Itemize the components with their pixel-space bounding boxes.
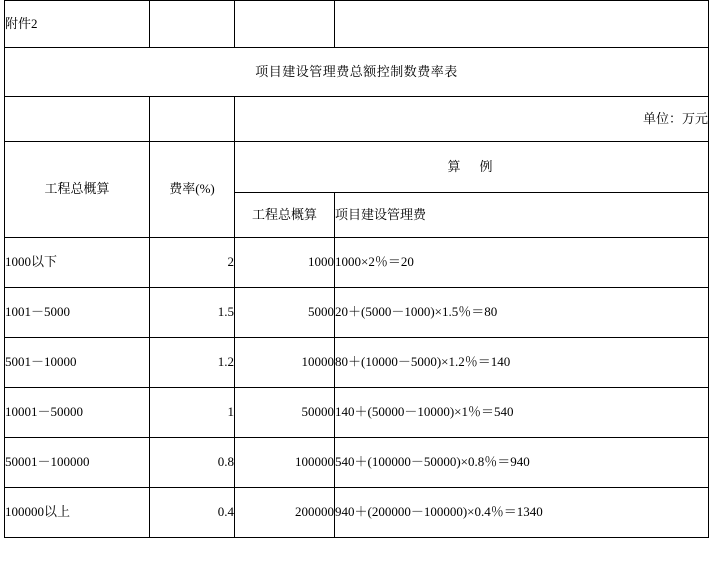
row-rate: 1.2 <box>150 338 235 388</box>
row-range: 50001－100000 <box>5 438 150 488</box>
row-rate: 1.5 <box>150 288 235 338</box>
document-title: 项目建设管理费总额控制数费率表 <box>5 48 709 97</box>
attachment-row <box>5 1 709 48</box>
header-total-budget: 工程总概算 <box>5 142 150 238</box>
header-example-group: 算 例 <box>235 142 709 193</box>
unit-note: 单位：万元 <box>235 97 709 142</box>
row-range: 10001－50000 <box>5 388 150 438</box>
row-example-fee: 1000×2％＝20 <box>335 238 709 288</box>
row-example-total: 50000 <box>235 388 335 438</box>
table-row <box>5 438 709 488</box>
table-row <box>5 488 709 538</box>
table-row <box>5 338 709 388</box>
row-range: 5001－10000 <box>5 338 150 388</box>
row-example-total: 10000 <box>235 338 335 388</box>
attachment-blank-2 <box>150 1 235 48</box>
row-range: 1000以下 <box>5 238 150 288</box>
header-example-total: 工程总概算 <box>235 193 335 238</box>
row-range: 100000以上 <box>5 488 150 538</box>
header-example-fee: 项目建设管理费 <box>335 193 709 238</box>
row-example-total: 5000 <box>235 288 335 338</box>
row-example-fee: 20＋(5000－1000)×1.5％＝80 <box>335 288 709 338</box>
row-rate: 2 <box>150 238 235 288</box>
header-row-1 <box>5 142 709 193</box>
attachment-blank-3 <box>235 1 335 48</box>
table-row <box>5 238 709 288</box>
header-rate: 费率(%) <box>150 142 235 238</box>
row-example-total: 200000 <box>235 488 335 538</box>
row-example-fee: 140＋(50000－10000)×1％＝540 <box>335 388 709 438</box>
row-example-fee: 540＋(100000－50000)×0.8％＝940 <box>335 438 709 488</box>
row-rate: 1 <box>150 388 235 438</box>
row-range: 1001－5000 <box>5 288 150 338</box>
row-example-total: 1000 <box>235 238 335 288</box>
row-example-fee: 940＋(200000－100000)×0.4％＝1340 <box>335 488 709 538</box>
attachment-blank-4 <box>335 1 709 48</box>
attachment-label: 附件2 <box>5 1 150 48</box>
title-row <box>5 48 709 97</box>
row-rate: 0.4 <box>150 488 235 538</box>
unit-blank-2 <box>150 97 235 142</box>
table-row <box>5 388 709 438</box>
unit-blank-1 <box>5 97 150 142</box>
unit-row <box>5 97 709 142</box>
fee-rate-table <box>4 0 709 538</box>
table-row <box>5 288 709 338</box>
row-example-fee: 80＋(10000－5000)×1.2％＝140 <box>335 338 709 388</box>
row-rate: 0.8 <box>150 438 235 488</box>
row-example-total: 100000 <box>235 438 335 488</box>
